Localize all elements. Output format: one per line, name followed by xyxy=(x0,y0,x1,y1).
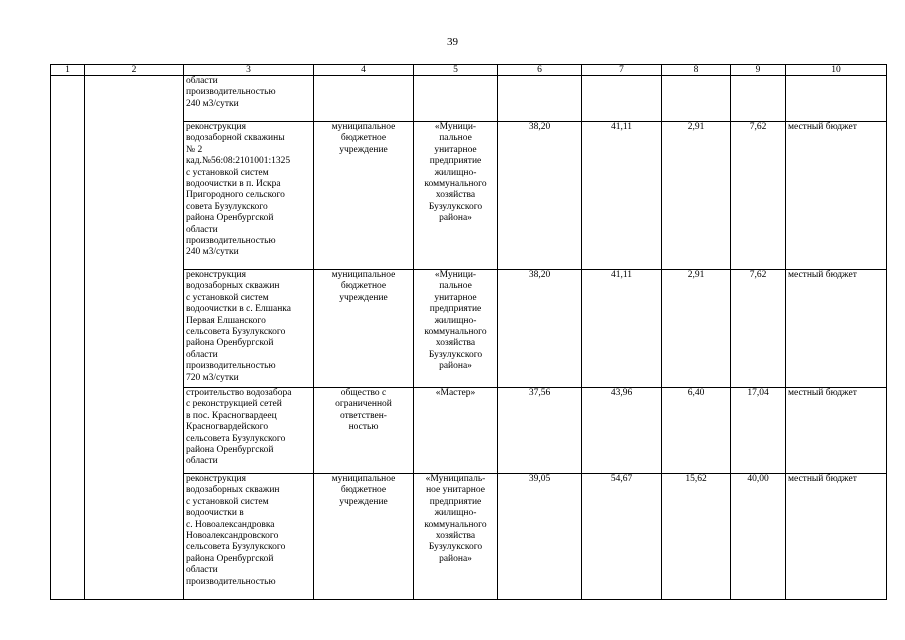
cell-value-9: 7,62 xyxy=(731,122,786,270)
cell-operator: «Муници- пальное унитарное предприятие жилищно- коммунального хозяйства Бузулукского района» xyxy=(414,270,498,388)
cell-value-9: 7,62 xyxy=(731,270,786,388)
cell-funding-source xyxy=(786,76,887,122)
cell-value-9: 40,00 xyxy=(731,474,786,600)
cell-operator: «Муници- пальное унитарное предприятие жилищно- коммунального хозяйства Бузулукского района» xyxy=(414,122,498,270)
cell-object: области производительностью 240 м3/сутки xyxy=(184,76,314,122)
cell-value-9 xyxy=(731,76,786,122)
cell-value-6: 37,56 xyxy=(498,388,582,474)
column-header: 8 xyxy=(662,65,731,76)
column-header: 10 xyxy=(786,65,887,76)
cell-value-6 xyxy=(498,76,582,122)
cell-organization: муниципальное бюджетное учреждение xyxy=(314,122,414,270)
cell-value-7: 41,11 xyxy=(582,122,662,270)
column-header: 3 xyxy=(184,65,314,76)
cell-value-8 xyxy=(662,76,731,122)
column-header: 9 xyxy=(731,65,786,76)
column-header: 7 xyxy=(582,65,662,76)
cell-value-7 xyxy=(582,76,662,122)
column-header: 4 xyxy=(314,65,414,76)
cell-value-8: 2,91 xyxy=(662,122,731,270)
cell-value-8: 15,62 xyxy=(662,474,731,600)
column-header: 2 xyxy=(85,65,184,76)
cell-organization xyxy=(314,76,414,122)
cell-value-9: 17,04 xyxy=(731,388,786,474)
data-table xyxy=(50,64,887,600)
page-number: 39 xyxy=(447,36,458,48)
cell-value-6: 38,20 xyxy=(498,122,582,270)
column-header: 5 xyxy=(414,65,498,76)
cell-value-6: 39,05 xyxy=(498,474,582,600)
cell-value-7: 54,67 xyxy=(582,474,662,600)
table-header-row xyxy=(51,65,887,76)
column-header: 6 xyxy=(498,65,582,76)
cell-value-6: 38,20 xyxy=(498,270,582,388)
cell-col2 xyxy=(85,76,184,600)
cell-funding-source: местный бюджет xyxy=(786,122,887,270)
cell-value-8: 6,40 xyxy=(662,388,731,474)
cell-funding-source: местный бюджет xyxy=(786,270,887,388)
cell-value-8: 2,91 xyxy=(662,270,731,388)
column-header: 1 xyxy=(51,65,85,76)
cell-organization: муниципальное бюджетное учреждение xyxy=(314,474,414,600)
cell-funding-source: местный бюджет xyxy=(786,388,887,474)
cell-organization: муниципальное бюджетное учреждение xyxy=(314,270,414,388)
cell-object: строительство водозабора с реконструкцией сетей в пос. Красногвардеец Красногвардейского сельсовета Бузулукского района Оренбургской области xyxy=(184,388,314,474)
cell-col1 xyxy=(51,76,85,600)
table-row xyxy=(51,76,887,122)
cell-object: реконструкция водозаборных скважин с установкой систем водоочистки в с. Новоалександровка Новоалександровского сельсовета Бузулукского района Оренбургской области производительностью xyxy=(184,474,314,600)
cell-value-7: 41,11 xyxy=(582,270,662,388)
cell-operator: «Муниципаль- ное унитарное предприятие жилищно- коммунального хозяйства Бузулукского района» xyxy=(414,474,498,600)
cell-object: реконструкция водозаборной скважины № 2 кад.№56:08:2101001:1325 с установкой систем водоочистки в п. Искра Пригородного сельского совета Бузулукского района Оренбургской области производительностью 240 м3/сутки xyxy=(184,122,314,270)
cell-organization: общество с ограниченной ответствен- ностью xyxy=(314,388,414,474)
cell-value-7: 43,96 xyxy=(582,388,662,474)
cell-object: реконструкция водозаборных скважин с установкой систем водоочистки в с. Елшанка Первая Елшанского сельсовета Бузулукского района Оренбургской области производительностью 720 м3/сутки xyxy=(184,270,314,388)
cell-funding-source: местный бюджет xyxy=(786,474,887,600)
cell-operator xyxy=(414,76,498,122)
cell-operator: «Мастер» xyxy=(414,388,498,474)
